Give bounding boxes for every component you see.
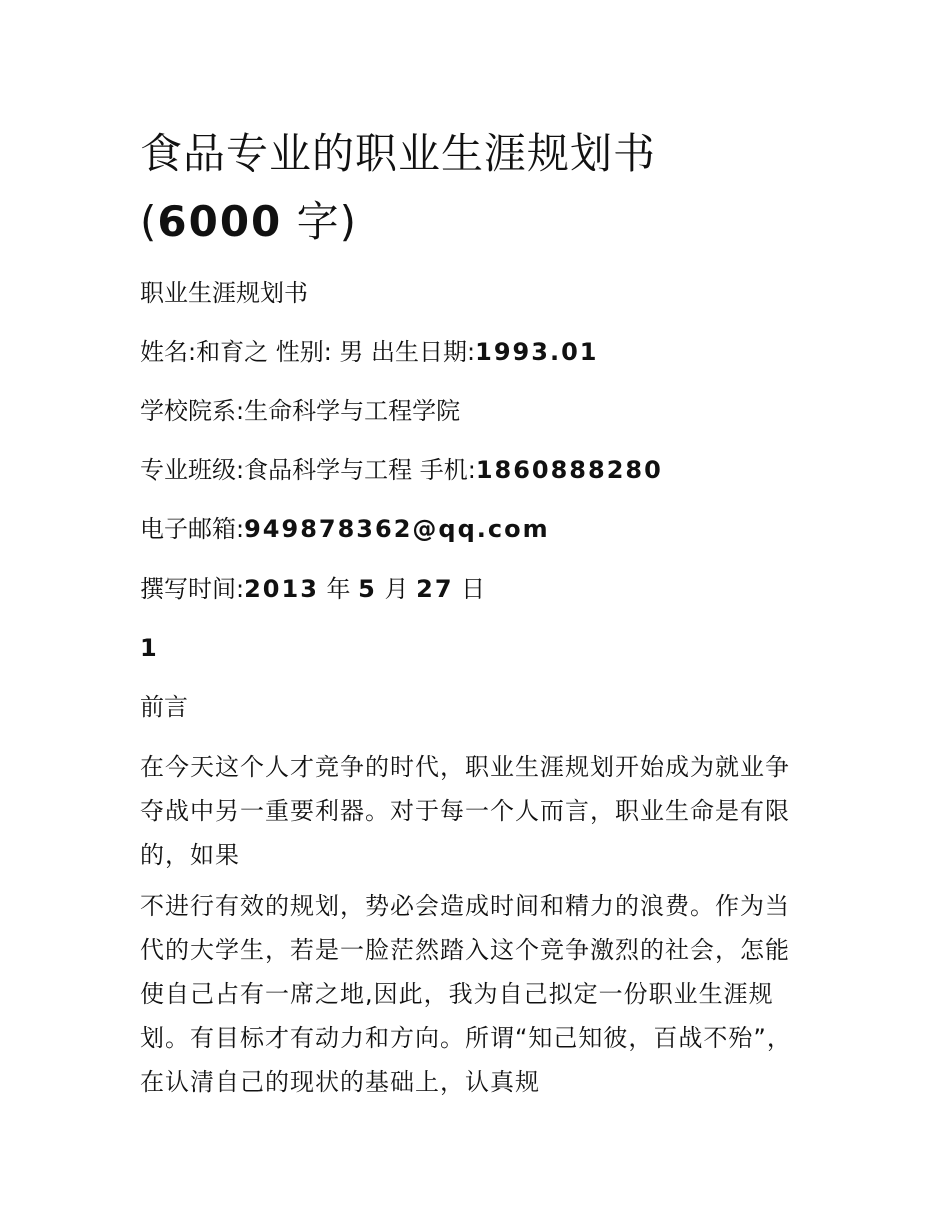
title-word-count: 6000 [157, 197, 283, 246]
section-number: 1 [140, 634, 159, 662]
document-title [140, 128, 656, 180]
title-line-1: 食品专业的职业生涯规划书 [140, 129, 657, 178]
info-name-label: 姓名:和育之 性别: 男 出生日期: [140, 338, 476, 366]
paragraph-1: 在今天这个人才竞争的时代，职业生涯规划开始成为就业争夺战中另一重要利器。对于每一个人而言，职业生命是有限的，如果 [140, 753, 790, 869]
subtitle: 职业生涯规划书 [140, 279, 308, 307]
info-month: 5 [358, 575, 377, 603]
info-name-line [140, 337, 598, 367]
info-year: 2013 [244, 575, 319, 603]
info-phone: 1860888280 [475, 456, 663, 484]
paragraph-2: 不进行有效的规划，势必会造成时间和精力的浪费。作为当代的大学生，若是一脸茫然踏入这个竞争激烈的社会，怎能使自己占有一席之地,因此，我为自己拟定一份职业生涯规划。有目标才有动力和方向。所谓“知己知彼，百战不殆”，在认清自己的现状的基础上，认真规 [140, 892, 792, 1096]
info-date-line [140, 574, 485, 604]
info-month-unit: 月 [376, 575, 417, 603]
info-major-line [140, 455, 663, 485]
info-email: 949878362@qq.com [244, 515, 550, 543]
info-birth-date: 1993.01 [475, 338, 599, 366]
info-email-label: 电子邮箱: [140, 515, 245, 543]
info-day-unit: 日 [453, 575, 486, 603]
section-title: 前言 [140, 693, 188, 721]
info-day: 27 [416, 575, 454, 603]
info-date-label: 撰写时间: [140, 575, 245, 603]
title-count-unit: 字) [282, 197, 358, 246]
info-year-unit: 年 [318, 575, 359, 603]
info-major-label: 专业班级:食品科学与工程 手机: [140, 456, 476, 484]
info-email-line [140, 514, 550, 544]
document-title-count [140, 196, 357, 248]
info-school-line: 学校院系:生命科学与工程学院 [140, 397, 461, 425]
title-open-paren: ( [140, 197, 158, 246]
